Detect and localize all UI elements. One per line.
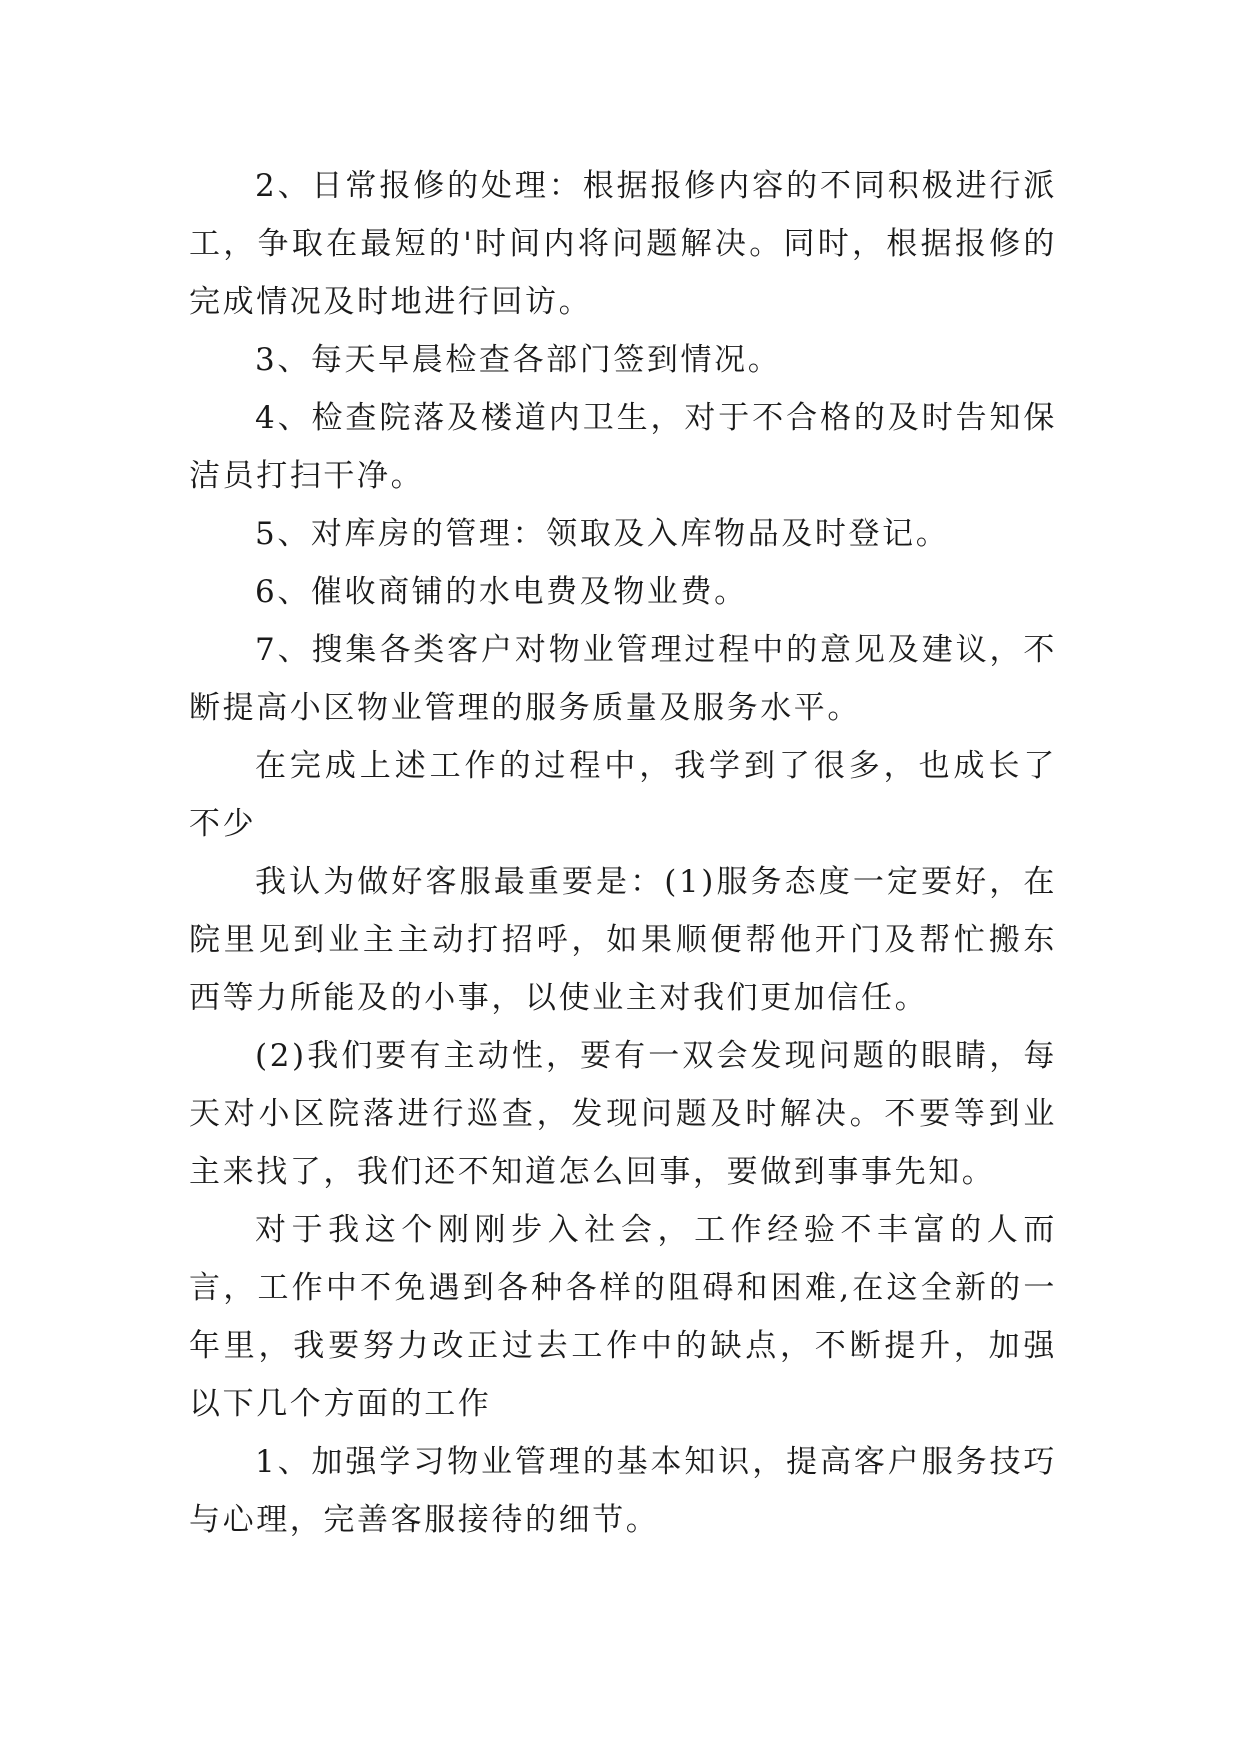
paragraph-feedback: 7、搜集各类客户对物业管理过程中的意见及建议，不断提高小区物业管理的服务质量及服务水平。 [189, 632, 1057, 726]
paragraph-warehouse: 5、对库房的管理：领取及入库物品及时登记。 [255, 516, 950, 552]
document-body [189, 157, 1057, 1549]
paragraph-fee-collection: 6、催收商铺的水电费及物业费。 [255, 574, 748, 610]
paragraph-hygiene-check: 4、检查院落及楼道内卫生，对于不合格的及时告知保洁员打扫干净。 [189, 400, 1057, 494]
paragraph-new-year-plan: 对于我这个刚刚步入社会，工作经验不丰富的人而言，工作中不免遇到各种各样的阻碍和困难,在这全新的一年里，我要努力改正过去工作中的缺点，不断提升，加强以下几个方面的工作 [189, 1212, 1057, 1422]
paragraph-service-attitude: 我认为做好客服最重要是：(1)服务态度一定要好，在院里见到业主主动打招呼，如果顺便帮他开门及帮忙搬东西等力所能及的小事，以使业主对我们更加信任。 [189, 864, 1057, 1016]
paragraph-learning: 在完成上述工作的过程中，我学到了很多，也成长了不少 [189, 748, 1057, 842]
paragraph-morning-check: 3、每天早晨检查各部门签到情况。 [255, 342, 782, 378]
paragraph-repair-handling: 2、日常报修的处理：根据报修内容的不同积极进行派工，争取在最短的'时间内将问题解决。同时，根据报修的完成情况及时地进行回访。 [189, 168, 1057, 320]
paragraph-study-plan: 1、加强学习物业管理的基本知识，提高客户服务技巧与心理，完善客服接待的细节。 [189, 1444, 1057, 1538]
paragraph-initiative: (2)我们要有主动性，要有一双会发现问题的眼睛，每天对小区院落进行巡查，发现问题及时解决。不要等到业主来找了，我们还不知道怎么回事，要做到事事先知。 [189, 1038, 1057, 1190]
